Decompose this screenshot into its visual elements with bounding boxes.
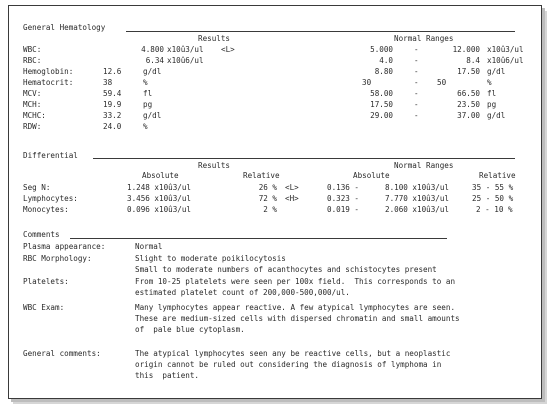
differential-title: Differential [23,151,78,160]
range-high: 50 [437,78,447,87]
test-name: MCHC: [23,111,46,120]
hematology-normal-header: Normal Ranges [394,34,454,43]
general-comments-text: this patient. [135,371,200,380]
range-dash: - [414,111,419,120]
absolute-header: Absolute [142,171,179,180]
test-value: 4.800 [141,45,164,54]
general-comments-label: General comments: [23,349,101,358]
hematology-title: General Hematology [23,23,106,32]
test-flag: <L> [221,45,235,54]
range-high: 17.50 [457,67,480,76]
range-dash: - [414,100,419,109]
general-comments-text: origin cannot be ruled out considering the diagnosis of lymphoma in [135,360,442,369]
range-dash: - [414,45,419,54]
cell-relative: 2 % [263,205,277,214]
cell-flag: <H> [285,194,299,203]
test-name: MCH: [23,100,42,109]
test-name: RDW: [23,122,42,131]
plasma-text: Normal [135,242,163,251]
range-low: 29.00 [370,111,393,120]
range-dash: - [414,56,419,65]
test-unit: g/dl [143,67,162,76]
test-value: 6.34 [145,56,164,65]
range-low: 58.00 [370,89,393,98]
wbc-exam-text: Many lymphocytes appear reactive. A few atypical lymphocytes are seen. [135,303,456,312]
platelets-text: From 10-25 platelets were seen per 100x field. This corresponds to an [135,277,456,286]
cell-name: Lymphocytes: [23,194,78,203]
test-unit: pg [143,100,153,109]
range-high: 2.060 x10û3/ul [385,205,450,214]
range-low: 0.136 - [327,183,360,192]
test-value: 19.9 [103,100,122,109]
differential-results-header: Results [198,161,231,170]
range-unit: fl [487,89,497,98]
range-unit: % [487,78,492,87]
range-high: 8.4 [466,56,480,65]
range-high: 23.50 [457,100,480,109]
test-unit: x10û3/ul [167,45,204,54]
range-high: 37.00 [457,111,480,120]
test-value: 12.6 [103,67,122,76]
range-dash: - [414,89,419,98]
normal-absolute-header: Absolute [353,171,390,180]
comments-rule [70,238,447,239]
wbc-exam-text: These are medium-sized cells with dispersed chromatin and small amounts [135,314,460,323]
range-high: 66.50 [457,89,480,98]
range-relative: 35 - 55 % [472,183,514,192]
cell-flag: <L> [285,183,299,192]
cell-name: Monocytes: [23,205,69,214]
wbc-exam-label: WBC Exam: [23,303,65,312]
range-dash: - [414,67,419,76]
range-low: 8.80 [374,67,393,76]
range-relative: 25 - 50 % [472,194,514,203]
test-value: 38 [103,78,113,87]
test-name: Hemoglobin: [23,67,74,76]
normal-relative-header: Relative [479,171,516,180]
test-unit: g/dl [143,111,162,120]
rbc-morphology-text: Slight to moderate poikilocytosis [135,254,286,263]
test-value: 59.4 [103,89,122,98]
range-low: 5.000 [370,45,393,54]
rbc-morphology-text: Small to moderate numbers of acanthocytes and schistocytes present [135,265,437,274]
hematology-results-header: Results [198,34,231,43]
range-high: 12.000 [452,45,480,54]
cell-absolute: 1.248 x10û3/ul [127,183,192,192]
test-name: MCV: [23,89,42,98]
cell-absolute: 3.456 x10û3/ul [127,194,192,203]
test-unit: % [143,78,148,87]
range-low: 17.50 [370,100,393,109]
test-name: Hematocrit: [23,78,74,87]
cell-absolute: 0.096 x10û3/ul [127,205,192,214]
differential-rule [93,158,515,159]
test-unit: fl [143,89,153,98]
range-unit: g/dl [487,67,506,76]
comments-title: Comments [23,230,60,239]
hematology-rule [126,31,515,32]
range-low: 30 [362,78,372,87]
range-unit: x10û6/ul [487,56,524,65]
range-high: 7.770 x10û3/ul [385,194,450,203]
cell-relative: 26 % [258,183,277,192]
test-name: WBC: [23,45,42,54]
platelets-label: Platelets: [23,277,69,286]
cell-relative: 72 % [258,194,277,203]
test-value: 24.0 [103,122,122,131]
test-unit: x10û6/ul [167,56,204,65]
range-low: 0.019 - [327,205,360,214]
rbc-morphology-label: RBC Morphology: [23,254,92,263]
general-comments-text: The atypical lymphocytes seen any be reactive cells, but a neoplastic [135,349,451,358]
range-low: 0.323 - [327,194,360,203]
range-unit: pg [487,100,497,109]
test-unit: % [143,122,148,131]
relative-header: Relative [243,171,280,180]
range-unit: g/dl [487,111,506,120]
differential-normal-header: Normal Ranges [394,161,454,170]
range-low: 4.0 [379,56,393,65]
lab-report [8,5,542,399]
range-unit: x10û3/ul [487,45,524,54]
platelets-text: estimated platelet count of 200,000-500,000/ul. [135,288,350,297]
range-dash: - [414,78,419,87]
range-high: 8.100 x10û3/ul [385,183,450,192]
test-value: 33.2 [103,111,122,120]
test-name: RBC: [23,56,42,65]
cell-name: Seg N: [23,183,51,192]
wbc-exam-text: of pale blue cytoplasm. [135,325,245,334]
range-relative: 2 - 10 % [476,205,513,214]
plasma-label: Plasma appearance: [23,242,106,251]
